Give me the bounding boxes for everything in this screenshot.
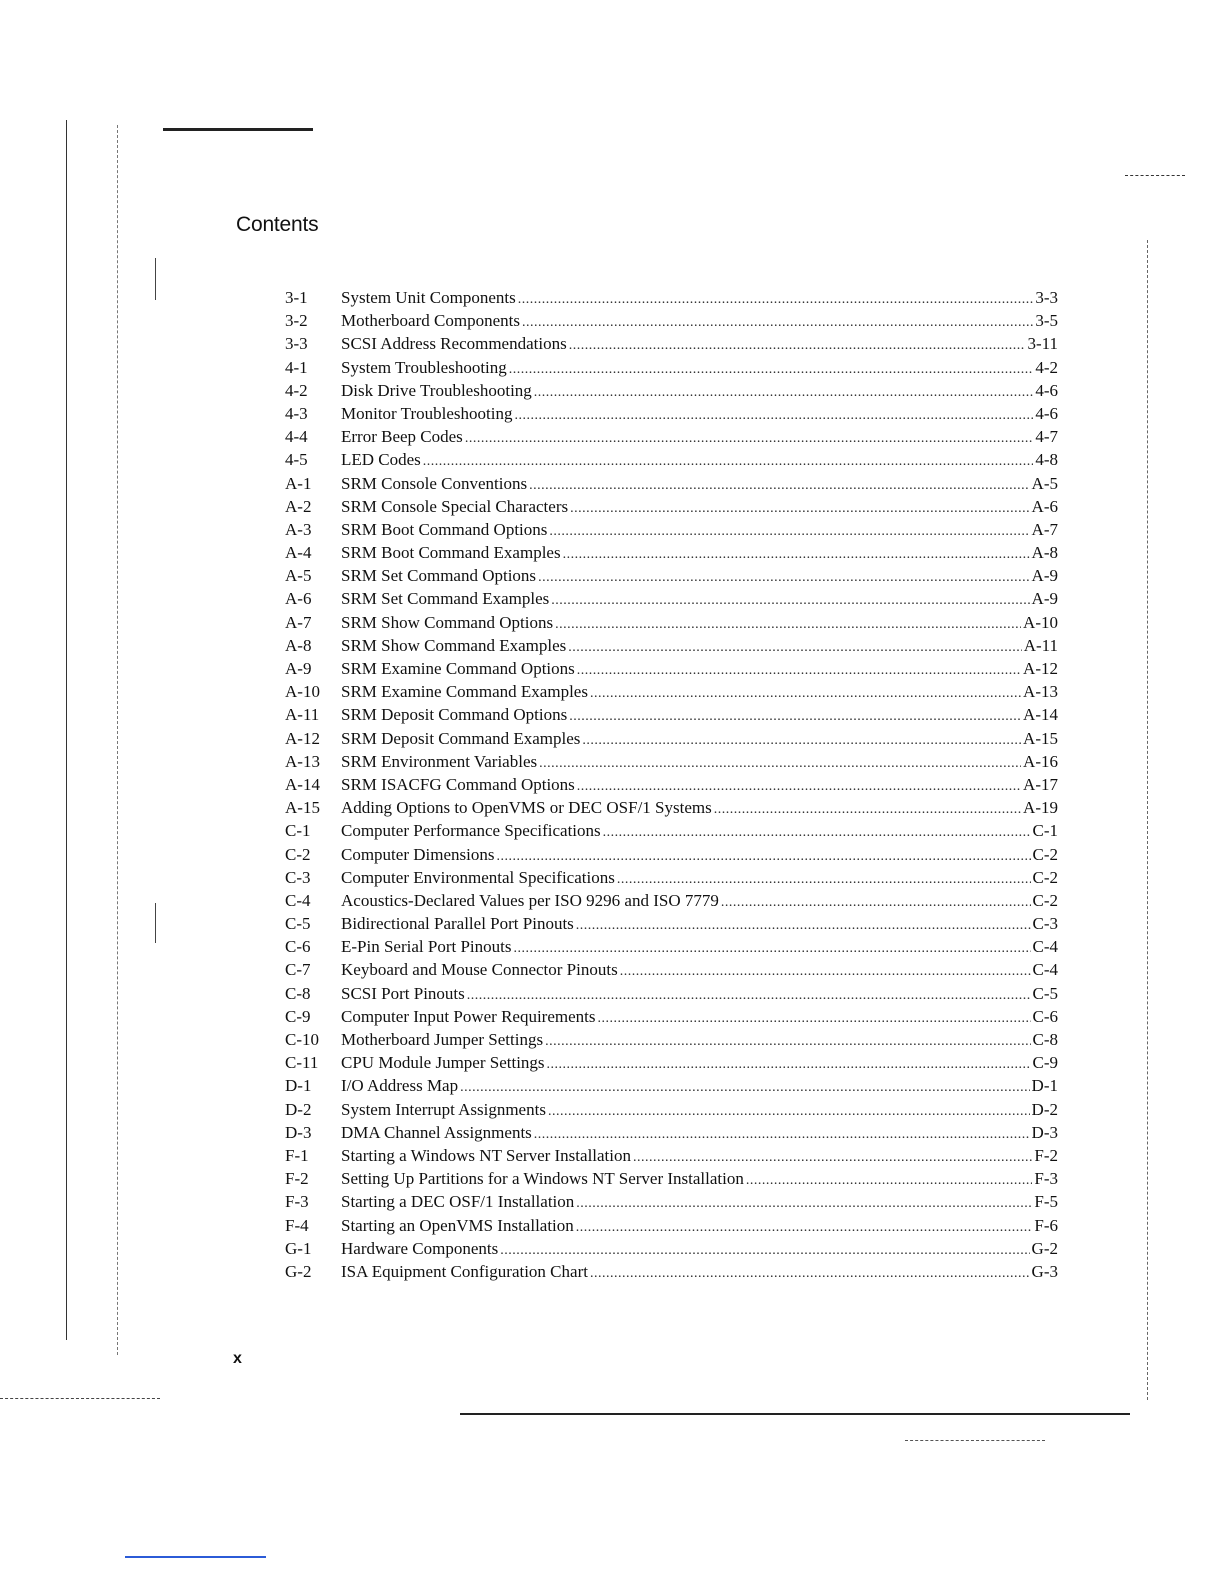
toc-entry-title: Computer Input Power Requirements [341, 1006, 596, 1026]
toc-entry[interactable] [285, 1214, 1058, 1237]
toc-entry-number: 3-1 [285, 288, 308, 307]
toc-entry-page: C-2 [1032, 867, 1058, 887]
dot-leader [590, 682, 1021, 705]
toc-entry-title: Setting Up Partitions for a Windows NT Server Installation [341, 1169, 744, 1189]
toc-entry-title: LED Codes [341, 450, 421, 470]
toc-entry-title: SRM Set Command Examples [341, 589, 550, 609]
dot-leader [569, 705, 1021, 728]
table-of-contents [285, 286, 1058, 1283]
toc-entry-title: Starting a Windows NT Server Installation [341, 1145, 632, 1165]
toc-entry-page: C-5 [1032, 983, 1058, 1003]
toc-entry[interactable] [285, 332, 1058, 355]
toc-entry-title: Error Beep Codes [341, 427, 463, 447]
toc-entry-title: I/O Address Map [341, 1076, 459, 1096]
dot-leader [539, 752, 1021, 775]
toc-entry[interactable] [285, 1237, 1058, 1260]
toc-entry[interactable] [285, 402, 1058, 425]
toc-entry[interactable] [285, 448, 1058, 471]
toc-entry[interactable] [285, 634, 1058, 657]
toc-entry[interactable] [285, 1121, 1058, 1144]
toc-entry-page: A-13 [1023, 682, 1058, 702]
dot-leader [714, 798, 1021, 821]
toc-entry-number: 4-1 [285, 357, 308, 377]
toc-entry-number: C-7 [285, 960, 311, 980]
toc-entry-number: A-4 [285, 543, 312, 563]
toc-entry-title: DMA Channel Assignments [341, 1122, 532, 1142]
toc-entry[interactable] [285, 889, 1058, 912]
toc-entry-number: A-2 [285, 496, 312, 516]
toc-entry-number: 3-2 [285, 311, 308, 331]
toc-entry-page: 4-8 [1035, 450, 1058, 470]
toc-entry-number: A-6 [285, 589, 312, 609]
dot-leader [603, 821, 1031, 844]
toc-entry-title: ISA Equipment Configuration Chart [341, 1261, 588, 1281]
scan-dash-bottom-right [905, 1440, 1045, 1441]
toc-entry-title: SRM Environment Variables [341, 751, 538, 771]
toc-entry[interactable] [285, 1098, 1058, 1121]
dot-leader [633, 1146, 1032, 1169]
dot-leader [534, 1123, 1030, 1146]
dot-leader [721, 891, 1031, 914]
toc-entry[interactable] [285, 541, 1058, 564]
toc-entry[interactable] [285, 1051, 1058, 1074]
toc-entry-title: System Troubleshooting [341, 357, 507, 377]
toc-entry-page: C-4 [1032, 960, 1058, 980]
toc-entry-number: C-4 [285, 890, 311, 910]
toc-entry-page: 4-6 [1035, 403, 1058, 423]
toc-entry-page: 4-2 [1035, 357, 1058, 377]
toc-entry-number: 3-3 [285, 334, 308, 354]
toc-entry-title: Keyboard and Mouse Connector Pinouts [341, 960, 618, 980]
toc-entry-page: F-3 [1034, 1169, 1058, 1189]
toc-entry[interactable] [285, 286, 1058, 309]
dot-leader [620, 960, 1031, 983]
toc-entry-number: C-1 [285, 821, 311, 841]
toc-entry[interactable] [285, 843, 1058, 866]
toc-entry-number: A-12 [285, 728, 320, 748]
toc-entry[interactable] [285, 1074, 1058, 1097]
blue-underline [125, 1556, 266, 1558]
toc-entry-title: System Interrupt Assignments [341, 1099, 546, 1119]
toc-entry[interactable] [285, 1190, 1058, 1213]
dot-leader [549, 520, 1029, 543]
toc-entry-title: Acoustics-Declared Values per ISO 9296 and ISO 7779 [341, 890, 719, 910]
toc-entry-page: A-11 [1023, 635, 1058, 655]
toc-entry-page: A-19 [1023, 798, 1058, 818]
toc-entry-title: CPU Module Jumper Settings [341, 1053, 545, 1073]
toc-entry-number: A-5 [285, 566, 312, 586]
dot-leader [617, 868, 1031, 891]
toc-entry-title: Motherboard Components [341, 311, 520, 331]
dot-leader [576, 914, 1031, 937]
toc-entry-title: SCSI Address Recommendations [341, 334, 567, 354]
toc-entry-page: A-8 [1031, 543, 1058, 563]
toc-entry[interactable] [285, 611, 1058, 634]
toc-entry[interactable] [285, 425, 1058, 448]
dot-leader [460, 1076, 1029, 1099]
dot-leader [509, 358, 1034, 381]
toc-entry[interactable] [285, 495, 1058, 518]
toc-entry-title: SRM Deposit Command Examples [341, 728, 581, 748]
toc-entry-page: 3-5 [1035, 311, 1058, 331]
dot-leader [563, 543, 1030, 566]
toc-entry-page: C-2 [1032, 844, 1058, 864]
toc-entry-page: A-6 [1031, 496, 1058, 516]
dot-leader [538, 566, 1029, 589]
dot-leader [514, 404, 1033, 427]
toc-entry-page: A-15 [1023, 728, 1058, 748]
toc-entry-number: G-2 [285, 1261, 312, 1281]
dot-leader [547, 1053, 1031, 1076]
toc-entry-title: Monitor Troubleshooting [341, 403, 513, 423]
toc-entry-page: G-3 [1031, 1261, 1058, 1281]
toc-entry-page: A-7 [1031, 519, 1058, 539]
scan-edge-right [1147, 240, 1148, 1400]
toc-entry-number: C-11 [285, 1053, 319, 1073]
toc-entry[interactable] [285, 356, 1058, 379]
toc-entry-page: A-17 [1023, 774, 1058, 794]
toc-entry-number: A-13 [285, 751, 320, 771]
toc-entry[interactable] [285, 703, 1058, 726]
toc-entry-title: SRM Show Command Examples [341, 635, 567, 655]
page-title: Contents [236, 213, 319, 236]
toc-entry-number: C-10 [285, 1030, 319, 1049]
toc-entry-number: C-2 [285, 844, 311, 864]
toc-entry-number: 4-2 [285, 380, 308, 400]
toc-entry-title: SRM Show Command Options [341, 612, 554, 632]
dot-leader [467, 984, 1031, 1007]
toc-entry[interactable] [285, 958, 1058, 981]
dot-leader [590, 1262, 1030, 1285]
toc-entry-page: C-1 [1032, 821, 1058, 841]
dot-leader [577, 659, 1021, 682]
toc-entry[interactable] [285, 750, 1058, 773]
scan-tick-mark [155, 258, 156, 300]
toc-entry[interactable] [285, 1144, 1058, 1167]
toc-entry[interactable] [285, 912, 1058, 935]
toc-entry-title: SRM Boot Command Examples [341, 543, 561, 563]
toc-entry-number: A-1 [285, 473, 312, 493]
toc-entry-page: A-12 [1023, 659, 1058, 678]
toc-entry-page: 3-3 [1035, 288, 1058, 307]
toc-entry-number: F-2 [285, 1169, 309, 1189]
toc-entry[interactable] [285, 518, 1058, 541]
toc-entry[interactable] [285, 657, 1058, 680]
dot-leader [746, 1169, 1033, 1192]
toc-entry-number: C-5 [285, 914, 311, 934]
dot-leader [465, 427, 1034, 450]
toc-entry[interactable] [285, 1167, 1058, 1190]
toc-entry-number: D-2 [285, 1099, 312, 1119]
toc-entry-page: C-6 [1032, 1006, 1058, 1026]
scan-dash-bottom-left [0, 1398, 160, 1399]
toc-entry[interactable] [285, 935, 1058, 958]
dot-leader [577, 775, 1021, 798]
toc-entry-number: 4-5 [285, 450, 308, 470]
toc-entry[interactable] [285, 1005, 1058, 1028]
toc-entry-number: C-9 [285, 1006, 311, 1026]
toc-entry-page: A-9 [1031, 589, 1058, 609]
toc-entry-number: F-1 [285, 1145, 309, 1165]
toc-entry-number: A-3 [285, 519, 312, 539]
toc-entry[interactable] [285, 587, 1058, 610]
toc-entry-page: C-9 [1032, 1053, 1058, 1073]
toc-entry-number: A-14 [285, 774, 320, 794]
toc-entry-title: Computer Environmental Specifications [341, 867, 615, 887]
toc-entry[interactable] [285, 680, 1058, 703]
toc-entry-title: SRM Boot Command Options [341, 519, 548, 539]
toc-entry-page: A-16 [1023, 751, 1058, 771]
toc-entry-title: SRM Examine Command Options [341, 659, 575, 678]
dot-leader [522, 311, 1033, 334]
toc-entry-title: Computer Dimensions [341, 844, 495, 864]
toc-entry-number: A-11 [285, 705, 320, 725]
toc-entry-number: F-4 [285, 1215, 309, 1235]
top-rule [163, 128, 313, 131]
dot-leader [582, 729, 1021, 752]
toc-entry-title: SRM Set Command Options [341, 566, 537, 586]
toc-entry-number: G-1 [285, 1238, 312, 1258]
toc-entry-number: A-8 [285, 635, 312, 655]
toc-entry[interactable] [285, 1260, 1058, 1283]
dot-leader [598, 1007, 1031, 1030]
toc-entry-page: C-8 [1032, 1030, 1058, 1049]
toc-entry-title: SRM Deposit Command Options [341, 705, 568, 725]
dot-leader [548, 1100, 1030, 1123]
scan-edge-left [66, 120, 67, 1340]
toc-entry-page: C-4 [1032, 937, 1058, 957]
scan-corner-dash [1125, 175, 1185, 176]
toc-entry-number: 4-3 [285, 403, 308, 423]
toc-entry[interactable] [285, 819, 1058, 842]
toc-entry-title: SRM Examine Command Examples [341, 682, 588, 702]
toc-entry[interactable] [285, 379, 1058, 402]
toc-entry-title: SCSI Port Pinouts [341, 983, 465, 1003]
toc-entry-page: 3-11 [1027, 334, 1058, 354]
dot-leader [568, 636, 1021, 659]
toc-entry-number: A-9 [285, 659, 312, 678]
toc-entry-page: 4-7 [1035, 427, 1058, 447]
dot-leader [534, 381, 1034, 404]
toc-entry-title: Adding Options to OpenVMS or DEC OSF/1 Systems [341, 798, 712, 818]
dot-leader [555, 613, 1021, 636]
toc-entry-number: A-10 [285, 682, 320, 702]
toc-entry-page: D-2 [1031, 1099, 1058, 1119]
toc-entry[interactable] [285, 982, 1058, 1005]
dot-leader [570, 497, 1029, 520]
dot-leader [423, 450, 1034, 473]
toc-entry-title: SRM ISACFG Command Options [341, 774, 575, 794]
toc-entry-page: C-3 [1032, 914, 1058, 934]
toc-entry-title: E-Pin Serial Port Pinouts [341, 937, 512, 957]
scan-dash-left [117, 125, 118, 1355]
dot-leader [576, 1192, 1032, 1215]
toc-entry[interactable] [285, 796, 1058, 819]
dot-leader [529, 474, 1029, 497]
toc-entry-page: A-14 [1023, 705, 1058, 725]
dot-leader [500, 1239, 1029, 1262]
toc-entry[interactable] [285, 727, 1058, 750]
scan-tick-mark [155, 903, 156, 943]
toc-entry-number: A-7 [285, 612, 312, 632]
toc-entry-page: F-2 [1034, 1145, 1058, 1165]
toc-entry-title: Disk Drive Troubleshooting [341, 380, 532, 400]
toc-entry-title: Starting a DEC OSF/1 Installation [341, 1192, 575, 1212]
toc-entry-page: C-2 [1032, 890, 1058, 910]
toc-entry[interactable] [285, 472, 1058, 495]
toc-entry-title: Motherboard Jumper Settings [341, 1030, 544, 1049]
toc-entry-title: Hardware Components [341, 1238, 499, 1258]
toc-entry-page: F-6 [1034, 1215, 1058, 1235]
toc-entry-page: A-9 [1031, 566, 1058, 586]
dot-leader [545, 1030, 1030, 1053]
toc-entry-number: D-3 [285, 1122, 312, 1142]
dot-leader [496, 845, 1030, 868]
toc-entry-number: F-3 [285, 1192, 309, 1212]
toc-entry[interactable] [285, 866, 1058, 889]
toc-entry-page: F-5 [1034, 1192, 1058, 1212]
toc-entry-page: A-5 [1031, 473, 1058, 493]
toc-entry-page: A-10 [1023, 612, 1058, 632]
toc-entry-number: C-3 [285, 867, 311, 887]
toc-entry[interactable] [285, 564, 1058, 587]
bottom-rule [460, 1413, 1130, 1415]
toc-entry-title: Bidirectional Parallel Port Pinouts [341, 914, 574, 934]
dot-leader [551, 589, 1029, 612]
toc-entry-title: SRM Console Conventions [341, 473, 528, 493]
toc-entry-page: D-3 [1031, 1122, 1058, 1142]
toc-entry-title: Starting an OpenVMS Installation [341, 1215, 574, 1235]
toc-entry-title: SRM Console Special Characters [341, 496, 569, 516]
toc-entry-page: 4-6 [1035, 380, 1058, 400]
toc-entry[interactable] [285, 773, 1058, 796]
toc-entry-number: 4-4 [285, 427, 308, 447]
dot-leader [576, 1216, 1033, 1239]
dot-leader [569, 334, 1026, 357]
dot-leader [518, 288, 1034, 311]
toc-entry-number: D-1 [285, 1076, 312, 1096]
toc-entry-number: C-8 [285, 983, 311, 1003]
toc-entry-page: G-2 [1031, 1238, 1058, 1258]
toc-entry[interactable] [285, 1028, 1058, 1051]
toc-entry-number: C-6 [285, 937, 311, 957]
dot-leader [513, 937, 1030, 960]
page-number: x [233, 1350, 242, 1367]
toc-entry-number: A-15 [285, 798, 320, 818]
toc-entry-title: Computer Performance Specifications [341, 821, 601, 841]
toc-entry[interactable] [285, 309, 1058, 332]
toc-entry-page: D-1 [1031, 1076, 1058, 1096]
toc-entry-title: System Unit Components [341, 288, 516, 307]
